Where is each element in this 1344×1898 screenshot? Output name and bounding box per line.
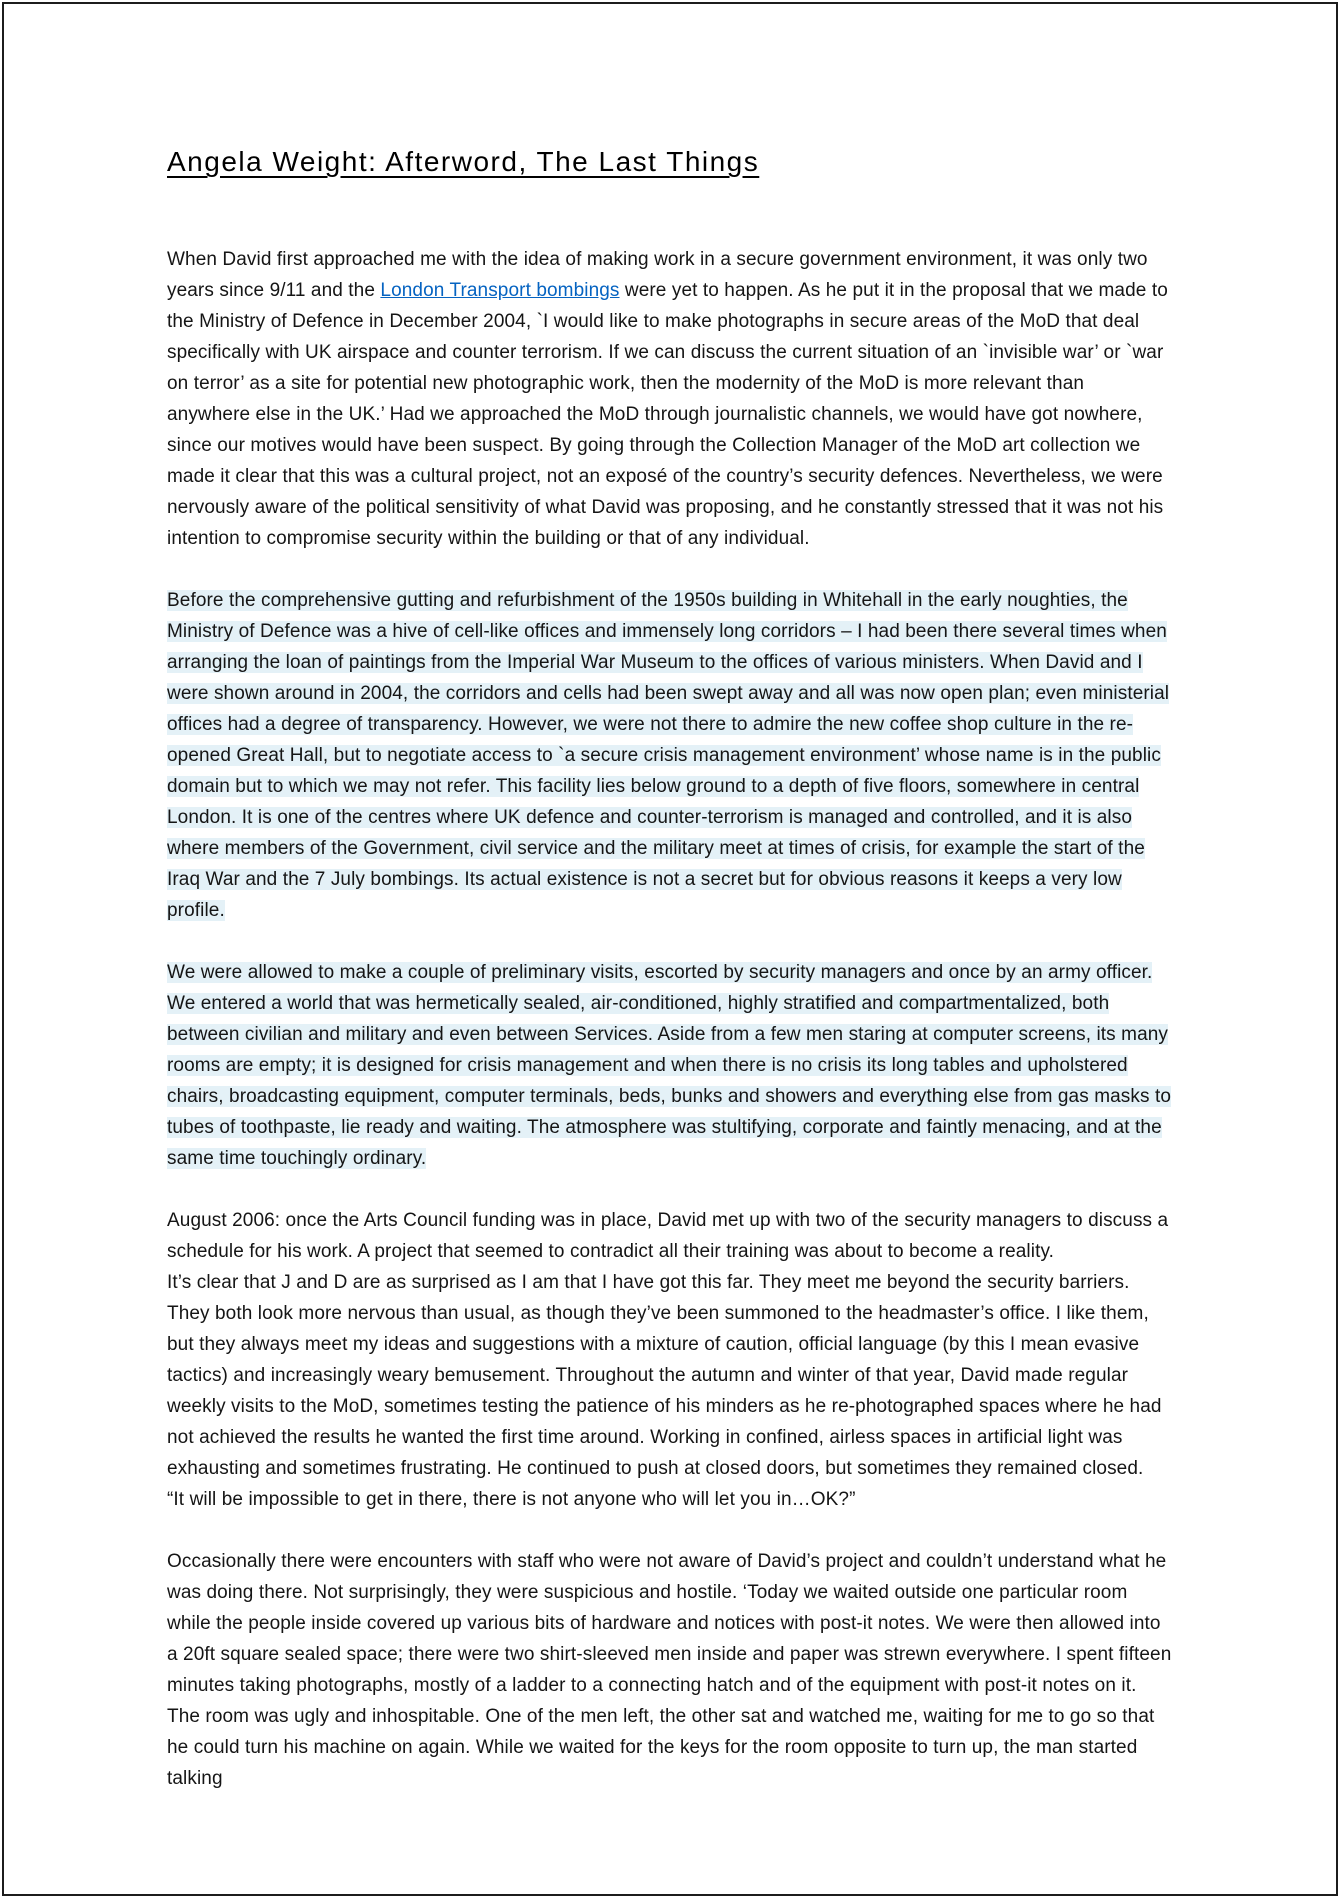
document-body <box>167 244 1172 1794</box>
text-run: were yet to happen. As he put it in the proposal that we made to the Ministry of Defence in December 2004, `I would like to make photographs in secure areas of the MoD that deal specifically with UK airspace and counter terrorism. If we can discuss the current situation of an `invisible war’ or `war on terror’ as a site for potential new photographic work, then the modernity of the MoD is more relevant than anywhere else in the UK.’ Had we approached the MoD through journalistic channels, we would have got nowhere, since our motives would have been suspect. By going through the Collection Manager of the MoD art collection we made it clear that this was a cultural project, not an exposé of the country’s security defences. Nevertheless, we were nervously aware of the political sensitivity of what David was proposing, and he constantly stressed that it was not his intention to compromise security within the building or that of any individual. <box>167 280 1168 549</box>
paragraph-5 <box>167 1546 1172 1794</box>
text-run: “It will be impossible to get in there, there is not anyone who will let you in…OK?” <box>167 1489 856 1510</box>
document-page <box>2 2 1338 1896</box>
text-run: It’s clear that J and D are as surprised as I am that I have got this far. They meet me beyond the security barriers. They both look more nervous than usual, as though they’ve been summoned to the headmaster’s office. I like them, but they always meet my ideas and suggestions with a mixture of caution, official language (by this I mean evasive tactics) and increasingly weary bemusement. Throughout the autumn and winter of that year, David made regular weekly visits to the MoD, sometimes testing the patience of his minders as he re-photographed spaces where he had not achieved the results he wanted the first time around. Working in confined, airless spaces in artificial light was exhausting and sometimes frustrating. He continued to push at closed doors, but sometimes they remained closed. <box>167 1272 1162 1479</box>
page-title: Angela Weight: Afterword, The Last Things <box>167 146 760 177</box>
paragraph-2 <box>167 585 1172 926</box>
paragraph-1 <box>167 244 1172 554</box>
page-content <box>4 146 1336 1794</box>
text-run: We were allowed to make a couple of preliminary visits, escorted by security managers and once by an army officer. We entered a world that was hermetically sealed, air-conditioned, highly stratified and compartmentalized, both between civilian and military and even between Services. Aside from a few men staring at computer screens, its many rooms are empty; it is designed for crisis management and when there is no crisis its long tables and upholstered chairs, broadcasting equipment, computer terminals, beds, bunks and showers and everything else from gas masks to tubes of toothpaste, lie ready and waiting. The atmosphere was stultifying, corporate and faintly menacing, and at the same time touchingly ordinary. <box>167 962 1172 1169</box>
text-run: When David first approached me with the idea of making work in a secure government environment, it was only two years since 9/11 and the <box>167 249 1148 301</box>
london-transport-bombings-link[interactable]: London Transport bombings <box>380 280 620 301</box>
text-run: Before the comprehensive gutting and refurbishment of the 1950s building in Whitehall in the early noughties, the Ministry of Defence was a hive of cell-like offices and immensely long corridors – I had been there several times when arranging the loan of paintings from the Imperial War Museum to the offices of various ministers. When David and I were shown around in 2004, the corridors and cells had been swept away and all was now open plan; even ministerial offices had a degree of transparency. However, we were not there to admire the new coffee shop culture in the re-opened Great Hall, but to negotiate access to `a secure crisis management environment’ whose name is in the public domain but to which we may not refer. This facility lies below ground to a depth of five floors, somewhere in central London. It is one of the centres where UK defence and counter-terrorism is managed and controlled, and it is also where members of the Government, civil service and the military meet at times of crisis, for example the start of the Iraq War and the 7 July bombings. Its actual existence is not a secret but for obvious reasons it keeps a very low profile. <box>167 590 1170 921</box>
paragraph-4 <box>167 1205 1172 1515</box>
text-run: August 2006: once the Arts Council funding was in place, David met up with two of the security managers to discuss a schedule for his work. A project that seemed to contradict all their training was about to become a reality. <box>167 1210 1169 1262</box>
paragraph-3 <box>167 957 1172 1174</box>
text-run: Occasionally there were encounters with staff who were not aware of David’s project and couldn’t understand what he was doing there. Not surprisingly, they were suspicious and hostile. ‘Today we waited outside one particular room while the people inside covered up various bits of hardware and notices with post-it notes. We were then allowed into a 20ft square sealed space; there were two shirt-sleeved men inside and paper was strewn everywhere. I spent fifteen minutes taking photographs, mostly of a ladder to a connecting hatch and of the equipment with post-it notes on it. The room was ugly and inhospitable. One of the men left, the other sat and watched me, waiting for me to go so that he could turn his machine on again. While we waited for the keys for the room opposite to turn up, the man started talking <box>167 1551 1172 1789</box>
